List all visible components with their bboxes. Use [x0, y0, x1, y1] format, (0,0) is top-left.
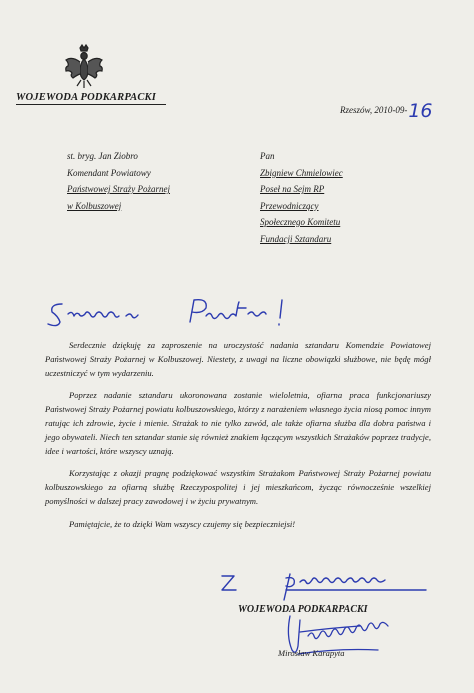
recipient-left-line: st. bryg. Jan Ziobro [67, 151, 138, 161]
organization-title: WOJEWODA PODKARPACKI [16, 92, 157, 103]
recipient-left-line: Komendant Powiatowy [67, 167, 151, 178]
recipient-right-line: Przewodniczący [260, 200, 319, 211]
recipient-left-line: w Kolbuszowej [67, 200, 122, 211]
handwritten-day: 16 [408, 100, 433, 122]
place-date-text: Rzeszów, 2010-09- [340, 105, 408, 115]
recipient-right-line: Zbigniew Chmielowiec [260, 167, 343, 178]
recipient-right-line: Poseł na Sejm RP [260, 184, 325, 194]
body-paragraph: Serdecznie dziękuję za zaproszenie na uroczystość nadania sztandaru Komendzie Powiatowej Państwowej Straży Pożarnej w Kolbuszowej. Niestety, z uwagi na liczne obowiązki służbowe, nie będę mógł uczestniczyć w tym wydarzeniu. [45, 340, 431, 378]
handwritten-closing [220, 568, 450, 608]
title-underline [16, 104, 166, 105]
recipient-left-line: Państwowej Straży Pożarnej [67, 184, 170, 194]
recipient-right-block [260, 148, 343, 247]
recipient-right-line: Społecznego Komitetu [260, 217, 341, 227]
recipient-right-line: Pan [260, 151, 275, 161]
signatory-title: WOJEWODA PODKARPACKI [238, 604, 368, 615]
body-paragraph: Pamiętajcie, że to dzięki Wam wszyscy czujemy się bezpieczniejsi! [69, 518, 296, 529]
signatory-name: Mirosław Karapyta [278, 648, 345, 658]
recipient-left-block [67, 148, 170, 214]
body-paragraph: Korzystając z okazji pragnę podziękować wszystkim Strażakom Państwowej Straży Pożarnej powiatu kolbuszowskiego za ofiarną służbę Rzeczypospolitej i jej mieszkańcom, życząc równocześnie wszelkiej pomyślności w dalszej pracy zawodowej i w życiu prywatnym. [45, 468, 431, 506]
eagle-emblem-icon [64, 44, 104, 90]
handwritten-greeting [44, 296, 304, 330]
recipient-right-line: Fundacji Sztandaru [260, 233, 332, 244]
letter-body [45, 339, 431, 541]
place-date [340, 96, 433, 122]
body-paragraph: Poprzez nadanie sztandaru ukoronowana zostanie wieloletnia, ofiarna praca funkcjonariuszy Państwowej Straży Pożarnej powiatu kolbuszowskiego, którzy z narażeniem własnego życia niosą pomoc innym ratując ich zdrowie, życie i mienie. Strażak to nie tylko zawód, ale także ofiarna służba dla dobra państwa i jego obywateli. Niech ten sztandar stanie się również znakiem łączącym wszystkich Strażaków poprzez tradycje, idee i wartości, które wszyscy uznają. [45, 390, 431, 456]
